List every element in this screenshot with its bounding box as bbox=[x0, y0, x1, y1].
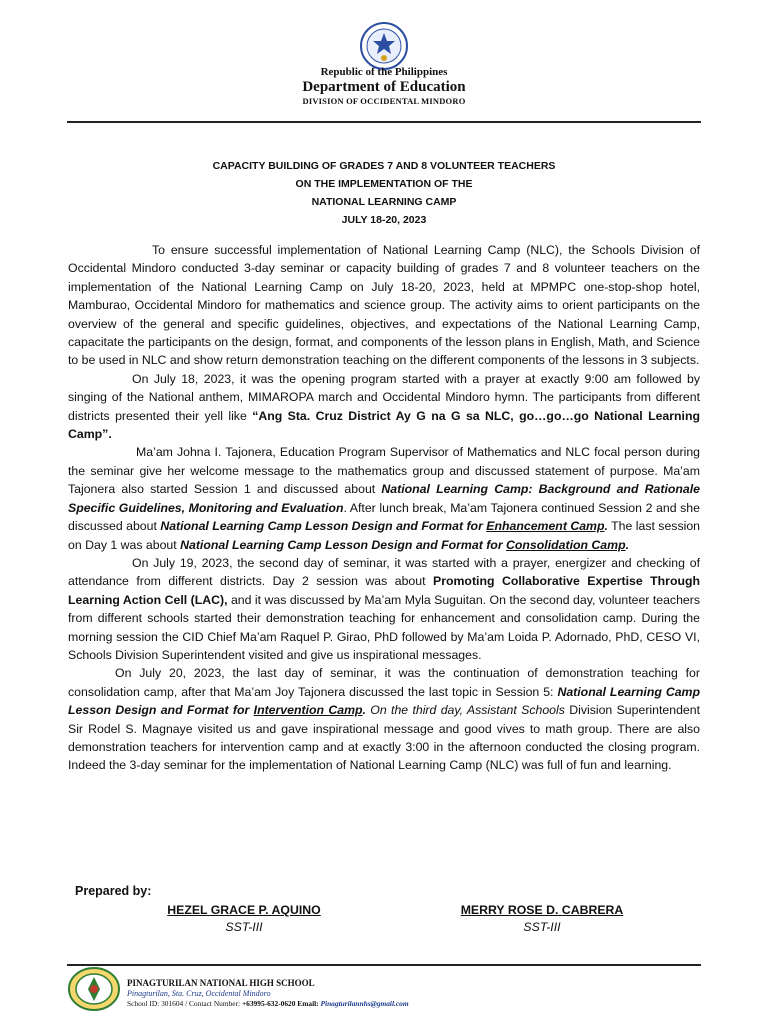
paragraph-2 bbox=[68, 370, 700, 444]
p3-text-g: The last session on Day 1 was about bbox=[68, 519, 701, 552]
department-label: Department of Education bbox=[302, 79, 466, 95]
p5-period: . bbox=[362, 703, 366, 718]
deped-seal-icon bbox=[360, 22, 408, 70]
school-address: Pinagturilan, Sta. Cruz, Occidental Mindoro bbox=[127, 989, 271, 998]
title-line-2: ON THE IMPLEMENTATION OF THE bbox=[295, 178, 473, 190]
p3-consolidation-camp: Consolidation Camp bbox=[506, 537, 626, 552]
title-line-1: CAPACITY BUILDING OF GRADES 7 AND 8 VOLUNTEER TEACHERS bbox=[212, 160, 556, 172]
p3-topic-3: National Learning Camp Lesson Design and Format for bbox=[180, 537, 507, 552]
header-divider bbox=[67, 121, 701, 123]
paragraph-1 bbox=[68, 241, 700, 370]
paragraph-3 bbox=[68, 443, 700, 553]
signatory-2-name: MERRY ROSE D. CABRERA bbox=[460, 903, 624, 917]
signatory-1-role: SST-III bbox=[225, 920, 263, 934]
title-line-3: NATIONAL LEARNING CAMP bbox=[311, 196, 457, 208]
p4-text-c: and it was discussed by Ma’am Myla Suguitan. On the second day, volunteer teachers from different schools started their demonstration teaching for enhancement and consolidation camp. During the morning session the CID Chief Ma’am Raquel P. Girao, PhD followed by Ma’am Loida P. Adornado, PhD, CESO VI, Schools Division Superintendent visited and give us inspirational messages. bbox=[68, 592, 700, 662]
p3-topic-2: National Learning Camp Lesson Design and Format for bbox=[160, 519, 487, 534]
p2-yell: “Ang Sta. Cruz District Ay G na G sa NLC, go…go…go National Learning Camp”. bbox=[68, 408, 701, 442]
school-contact bbox=[127, 999, 409, 1008]
signatory-1 bbox=[124, 903, 364, 934]
division-label: DIVISION OF OCCIDENTAL MINDORO bbox=[302, 96, 466, 106]
paragraph-4 bbox=[68, 554, 700, 664]
p3-period-1: . bbox=[604, 519, 608, 534]
email-label: Email: bbox=[297, 999, 321, 1008]
contact-phone: +63995-632-0620 bbox=[241, 999, 296, 1008]
p3-text-a: Ma’am Johna I. Tajonera, Education Program Supervisor of Mathematics and NLC focal person during the seminar give her welcome message to the mathematics group and discussed statement of purpose. Ma’am Tajonera also started Session 1 and discussed about bbox=[68, 445, 700, 497]
p3-text-c: . After lunch break, Ma’am Tajonera continued Session 2 and she discussed about bbox=[68, 500, 700, 534]
p5-text-e: On the third day, Assistant Schools bbox=[365, 703, 565, 718]
p5-text-a: On July 20, 2023, the last day of seminar, it was the continuation of demonstration teaching for consolidation camp, after that Ma’am Joy Tajonera discussed the last topic in Session 5: bbox=[68, 666, 700, 699]
p3-period-2: . bbox=[625, 537, 630, 552]
signatory-2 bbox=[422, 903, 662, 934]
contact-prefix: School ID: 301604 / Contact Number: bbox=[127, 999, 242, 1008]
republic-label: Republic of the Philippines bbox=[320, 66, 448, 78]
p4-text-a: On July 19, 2023, the second day of seminar, it was started with a prayer, energizer and checking of attendance from different districts. Day 2 session was about bbox=[68, 555, 700, 589]
p4-lac-topic: Promoting Collaborative Expertise Through Learning Action Cell (LAC), bbox=[68, 574, 700, 607]
signatory-1-name: HEZEL GRACE P. AQUINO bbox=[167, 903, 321, 917]
contact-email[interactable]: Pinagturilannhs@gmail.com bbox=[320, 999, 409, 1008]
school-name: PINAGTURILAN NATIONAL HIGH SCHOOL bbox=[127, 978, 315, 988]
p5-topic: National Learning Camp Lesson Design and Format for bbox=[68, 684, 700, 718]
signatory-2-role: SST-III bbox=[523, 920, 561, 934]
paragraph-5 bbox=[68, 664, 700, 774]
p3-enhancement-camp: Enhancement Camp bbox=[486, 519, 605, 534]
footer-divider bbox=[67, 964, 701, 966]
p1-text: To ensure successful implementation of National Learning Camp (NLC), the Schools Division of Occidental Mindoro conducted 3-day seminar or capacity building of grades 7 and 8 volunteer teachers on the implementation of the National Learning Camp on July 18-20, 2023, held at MPMPC one-stop-shop hotel, Mamburao, Occidental Mindoro for mathematics and science group. The activity aims to orient participants on the overview of the general and specific guidelines, objectives, and expectations of the National Learning Camp, capacitate the participants on the design, format, and components of the lesson plans in English, Math, and Science to be used in NLC and show return demonstration teaching on the different components of the lessons in 3 subjects. bbox=[68, 243, 700, 368]
p5-intervention-camp: Intervention Camp bbox=[253, 703, 363, 718]
report-body bbox=[68, 241, 700, 775]
p5-text-f: Division Superintendent Sir Rodel S. Magnaye visited us and gave inspirational message and good vives to math group. There are also demonstration teachers for intervention camp and at exactly 3:00 in the afternoon conducted the closing program. Indeed the 3-day seminar for the implementation of National Learning Camp (NLC) was full of fun and learning. bbox=[68, 703, 701, 773]
p3-topic-1: National Learning Camp: Background and Rationale Specific Guidelines, Monitoring and Evaluation bbox=[68, 482, 700, 515]
school-seal-icon bbox=[68, 967, 120, 1011]
title-line-4: JULY 18-20, 2023 bbox=[341, 214, 427, 226]
prepared-by-label: Prepared by: bbox=[75, 884, 152, 898]
p2-text: On July 18, 2023, it was the opening program started with a prayer at exactly 9:00 am followed by singing of the National anthem, MIMAROPA march and Occidental Mindoro hymn. The participants from different districts presented their yell like bbox=[68, 371, 700, 423]
document-title bbox=[0, 157, 768, 229]
